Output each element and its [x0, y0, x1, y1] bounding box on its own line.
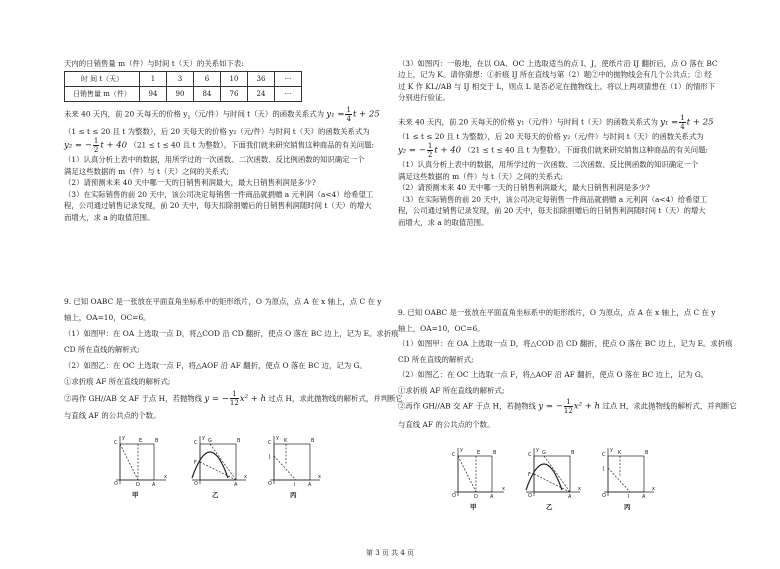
svg-text:y: y [202, 435, 205, 441]
svg-text:D: D [474, 494, 478, 498]
caption-bing-right: 丙 [624, 503, 631, 511]
table-cell: 36 [248, 72, 275, 87]
caption-yi-left: 乙 [212, 491, 219, 499]
table-cell: 76 [221, 87, 248, 102]
svg-text:C: C [528, 452, 532, 458]
svg-text:A: A [234, 482, 238, 486]
svg-text:J: J [603, 466, 605, 472]
svg-text:A: A [490, 494, 494, 498]
table-cell: 90 [167, 87, 194, 102]
figure-bing-right [600, 446, 656, 498]
svg-text:O: O [268, 481, 272, 486]
table-row [65, 87, 302, 102]
svg-text:y: y [276, 435, 279, 441]
svg-text:B: B [237, 438, 241, 444]
svg-text:F: F [194, 460, 197, 466]
svg-text:C: C [114, 440, 118, 446]
svg-text:x: x [578, 486, 581, 492]
figure-bing-left [266, 434, 322, 486]
svg-text:C: C [452, 452, 456, 458]
figure-yi-right [522, 446, 582, 498]
table-cell: 84 [194, 87, 221, 102]
svg-text:B: B [645, 450, 649, 456]
svg-text:E: E [477, 450, 481, 456]
right-top-text: （3）如图丙：一般地，在以 OA、OC 上选取适当的点 I、J，使纸片沿 IJ 翻折后，点 O 落在 BC 边上，记为 K。请你猜想：①折痕 IJ 所在直线与第（2）题②中的抛物线会有几个公共点；② 经 过 K 作 KL//AB 与 IJ 相交于 L，则点 L 是否必定在抛物线上。将以上两项猜想在（1）的情形下 分别进行验证。 未来 40 天内，前 20 天每天的价格 y₁（元/件）与时间 t（天）的函数关系式为 y₁ = $\frac{1}{4}$ t + 25 （1 ≤ t ≤ 20 且 t 为整数），后 20 天每天的价格 y₂（元/件）与时间 t（天）的函数关系式为 y₂ = − $\frac{1}{2}$ t + 40 （21 ≤ t ≤ 40 且 t 为整数）。下面我们就来研究销售这种商品的有关问题: （1）认真分析上表中的数据，用所学过的一次函数、二次函数、反比例函数的知识确定一个 满足这些数据的 m（件）与 t（天）之间的关系式; （2）请预测未来 40 天中哪一天的日销售利润最大，最大日销售利润是多少? （3）在实际销售的前 20 天中，该公司决定每销售一件商品就捐赠 a 元利润（a<4）给希望工 程，公司通过销售记录发现，前 20 天中，每天扣除捐赠后的日销售利润随时间 t（天）的增大 而增大，求 a 的取值范围。 [398, 59, 718, 227]
svg-text:C: C [194, 440, 198, 446]
table-cell: 10 [221, 72, 248, 87]
svg-text:x: x [244, 474, 247, 480]
svg-text:B: B [311, 438, 315, 444]
svg-text:O: O [602, 493, 606, 498]
svg-text:A: A [308, 482, 312, 486]
svg-text:D: D [136, 482, 140, 486]
svg-text:C: C [602, 452, 606, 458]
svg-text:A: A [642, 494, 646, 498]
table-cell: 3 [167, 72, 194, 87]
svg-text:F: F [528, 472, 531, 478]
table-cell: 1 [140, 72, 167, 87]
svg-text:y: y [460, 447, 463, 453]
svg-text:C: C [268, 440, 272, 446]
svg-text:K: K [284, 438, 288, 444]
figure-jia-right [450, 446, 506, 498]
svg-text:O: O [528, 493, 532, 498]
svg-text:O: O [194, 481, 198, 486]
figure-jia-left [112, 434, 168, 486]
svg-text:G: G [542, 450, 546, 456]
sales-table [64, 71, 302, 102]
table-cell: 时 间 t（天） [65, 72, 140, 87]
table-cell: ··· [275, 87, 302, 102]
svg-text:B: B [571, 450, 575, 456]
table-cell: 6 [194, 72, 221, 87]
svg-text:O: O [114, 481, 118, 486]
svg-text:A: A [568, 494, 572, 498]
svg-text:B: B [155, 438, 159, 444]
table-cell: 94 [140, 87, 167, 102]
left-top-intro: 天内的日销售量 m（件）与时间 t（天）的关系如下表: [64, 59, 244, 68]
svg-text:y: y [122, 435, 125, 441]
svg-text:I: I [294, 482, 296, 486]
svg-text:K: K [618, 450, 622, 456]
table-cell: 24 [248, 87, 275, 102]
svg-text:x: x [502, 486, 505, 492]
caption-yi-right: 乙 [546, 503, 553, 511]
table-cell: ··· [275, 72, 302, 87]
left-top-text: 未来 40 天内，前 20 天每天的价格 $y_1$（元/件）与时间 t（天）的函数关系式为 y₁ = $\frac{1}{4}$ t + 25 （1 ≤ t ≤ 20 且 t 为整数），后 20 天每天的价格 y₂（元/件）与时间 t（天）的函数关系式为 y₂ = − $\frac{1}{2}$ t + 40 （21 ≤ t ≤ 40 且 t 为整数）。下面我们就来研究销售这种商品的有关问题: （1）认真分析上表中的数据，用所学过的一次函数、二次函数、反比例函数的知识确定一个 满足这些数据的 m（件）与 t（天）之间的关系式; （2）请预测未来 40 天中哪一天的日销售利润最大，最大日销售利润是多少? （3）在实际销售的前 20 天中，该公司决定每销售一件商品就捐赠 a 元利润（a<4）给希望工 程，公司通过销售记录发现，前 20 天中，每天扣除捐赠后的日销售利润随时间 t（天）的增大 而增大，求 a 的取值范围。 [64, 106, 380, 222]
q9-right-text: 9. 已知 OABC 是一张放在平面直角坐标系中的矩形纸片，O 为原点，点 A 在 x 轴上，点 C 在 y 轴上，OA=10，OC=6。 （1）如图甲：在 OA 上选取一点 D，将△COD 沿 CD 翻折，使点 O 落在 BC 边上，记为 E。求折痕 CD 所在直线的解析式; （2）如图乙：在 OC 上选取一点 F，将△AOF 沿 AF 翻折，使点 O 落在 BC 边上，记为 G。 ①求折痕 AF 所在直线的解析式; ②再作 GH//AB 交 AF 于点 H，若抛物线 y = − $\frac{1}{12}$ x² + h 过点 H，求此抛物线的解析式，并判断它 与直线 AF 的公共点的个数。 [398, 308, 737, 429]
svg-text:E: E [139, 438, 143, 444]
svg-text:O: O [452, 493, 456, 498]
table-cell: 日销售量 m（件） [65, 87, 140, 102]
svg-text:A: A [152, 482, 156, 486]
svg-text:x: x [164, 474, 167, 480]
svg-text:I: I [628, 494, 630, 498]
figure-yi-left [188, 434, 248, 486]
caption-jia-left: 甲 [132, 491, 139, 499]
svg-text:x: x [318, 474, 321, 480]
svg-text:y: y [610, 447, 613, 453]
page-number: 第 3 页 共 4 页 [365, 549, 415, 557]
caption-jia-right: 甲 [470, 503, 477, 511]
svg-text:B: B [493, 450, 497, 456]
q9-left-text: 9. 已知 OABC 是一张放在平面直角坐标系中的矩形纸片，O 为原点，点 A 在 x 轴上，点 C 在 y 轴上，OA=10，OC=6。 （1）如图甲：在 OA 上选取一点 D，将△COD 沿 CD 翻折，使点 O 落在 BC 边上，记为 E。求折痕 CD 所在直线的解析式; （2）如图乙：在 OC 上选取一点 F，将△AOF 沿 AF 翻折，使点 O 落在 BC 边，记为 G。 ①求折痕 AF 所在直线的解析式; ②再作 GH//AB 交 AF 于点 H，若抛物线 y = − $\frac{1}{12}$ x² + h 过点 H，求此抛物线的解析式，并判断它 与直线 AF 的公共点的个数。 [64, 297, 403, 420]
svg-text:J: J [269, 454, 271, 460]
svg-text:x: x [652, 486, 655, 492]
table-row [65, 72, 302, 87]
caption-bing-left: 丙 [290, 491, 297, 499]
svg-text:y: y [536, 447, 539, 453]
svg-text:G: G [208, 438, 212, 444]
